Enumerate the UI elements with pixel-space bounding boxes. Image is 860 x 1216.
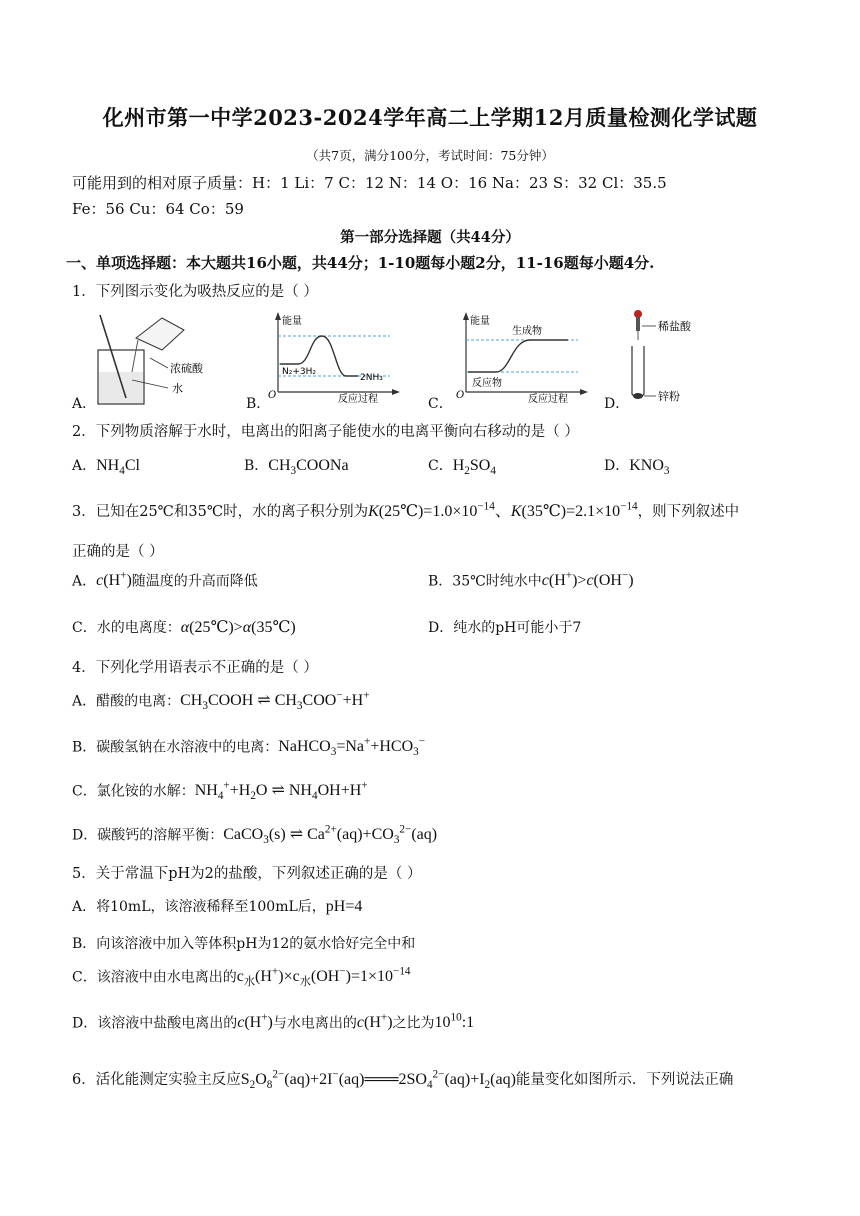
q1-fig-d-label-zinc: 锌粉 <box>658 390 680 403</box>
q1-fig-c-product: 生成物 <box>512 326 542 337</box>
q5-option-a: A．将10mL，该溶液稀释至100mL后，pH=4 <box>72 898 363 915</box>
q3-option-b: B．35℃时纯水中c(H+)>c(OH−) <box>428 570 634 590</box>
q1-fig-c-x-label: 反应过程 <box>528 394 568 404</box>
q1-fig-c-origin: O <box>456 390 465 401</box>
q1-figure-b <box>262 312 402 404</box>
q1-option-c: C． <box>428 396 453 412</box>
q5-option-c: C．该溶液中由水电离出的$c_水(H^+)\times c_水(OH^-)=1\times 10^{-14}$ <box>72 966 411 989</box>
q2-option-d: D．$KNO_3$ <box>604 457 670 478</box>
q1-fig-c-reactant: 反应物 <box>472 378 502 389</box>
q3-option-a: A．c(H+)随温度的升高而降低 <box>72 570 258 590</box>
q3-option-c: C．水的电离度：α(25℃)>α(35℃) <box>72 619 296 636</box>
atomic-masses-line2: Fe：56 Cu：64 Co：59 <box>72 200 244 218</box>
q1-fig-a-label-acid: 浓硫酸 <box>170 362 203 375</box>
q5-option-d: D．该溶液中盐酸电离出的c(H+)与水电离出的c(H+)之比为$10^{10}:1$ <box>72 1012 475 1032</box>
q1-fig-b-origin: O <box>268 390 277 401</box>
section1-heading: 一、单项选择题：本大题共16小题，共44分；1-10题每小题2分，11-16题每小题4分. <box>66 254 655 272</box>
q1-fig-d-label-acid: 稀盐酸 <box>658 320 691 333</box>
q3-stem-line1: 3．已知在25℃和35℃时，水的离子积分别为$K(25℃)=1.0\times 10^{-14}$、$K(35℃)=2.1\times 10^{-14}$，则下列叙述中 <box>72 500 740 520</box>
q3-option-d: D．纯水的pH可能小于7 <box>428 620 582 636</box>
q1-fig-c-y-label: 能量 <box>470 316 490 327</box>
q3-stem-line2: 正确的是（ ） <box>72 544 164 560</box>
q6-stem: 6．活化能测定实验主反应$S_2O_8^{2-}(aq)+2I^-(aq)═══2SO_4^{2-}(aq)+I_2(aq)$能量变化如图所示．下列说法正确 <box>72 1068 734 1092</box>
q1-fig-b-y-label: 能量 <box>282 316 302 327</box>
q4-option-c: C．氯化铵的水解：$NH_4^++H_2O$ ⇌ $NH_4OH+H^+$ <box>72 780 368 803</box>
q1-option-d: D． <box>604 396 630 412</box>
q2-option-c: C．$H_2SO_4$ <box>428 457 496 478</box>
q2-stem: 2．下列物质溶解于水时，电离出的阳离子能使水的电离平衡向右移动的是（ ） <box>72 424 579 440</box>
q1-figure-c <box>450 312 590 404</box>
part1-heading: 第一部分选择题（共44分） <box>340 229 520 246</box>
q4-stem: 4．下列化学用语表示不正确的是（ ） <box>72 660 318 676</box>
q2-option-b: B．$CH_3COONa$ <box>244 457 349 478</box>
atomic-masses-line1: 可能用到的相对原子质量：H：1 Li：7 C：12 N：14 O：16 Na：23 S：32 Cl：35.5 <box>72 174 667 192</box>
q1-figure-a <box>92 310 222 410</box>
q1-figure-d <box>620 306 710 406</box>
q1-fig-b-x-label: 反应过程 <box>338 394 378 404</box>
exam-title: 化州市第一中学2023-2024学年高二上学期12月质量检测化学试题 <box>102 105 758 130</box>
q1-fig-b-product: 2NH₃ <box>360 373 383 383</box>
q1-stem: 1．下列图示变化为吸热反应的是（ ） <box>72 284 318 300</box>
exam-subtitle: （共7页，满分100分，考试时间：75分钟） <box>306 148 554 163</box>
q4-option-a: A．醋酸的电离：$CH_3COOH$ ⇌ $CH_3COO^-+H^+$ <box>72 690 370 713</box>
q1-option-a: A． <box>72 396 97 412</box>
q5-option-b: B．向该溶液中加入等体积pH为12的氨水恰好完全中和 <box>72 936 416 952</box>
q1-fig-a-label-water: 水 <box>172 382 183 395</box>
q2-option-a: A．$NH_4Cl$ <box>72 457 140 478</box>
q5-stem: 5．关于常温下pH为2的盐酸，下列叙述正确的是（ ） <box>72 866 422 882</box>
q1-option-b: B． <box>246 396 271 412</box>
q4-option-b: B．碳酸氢钠在水溶液中的电离：$NaHCO_3=Na^++HCO_3^-$ <box>72 736 426 759</box>
q1-fig-b-reactant: N₂+3H₂ <box>282 367 316 377</box>
q4-option-d: D．碳酸钙的溶解平衡：CaCO$_3$(s) ⇌ $Ca^{2+}(aq)+CO_3^{2-}(aq)$ <box>72 824 438 847</box>
